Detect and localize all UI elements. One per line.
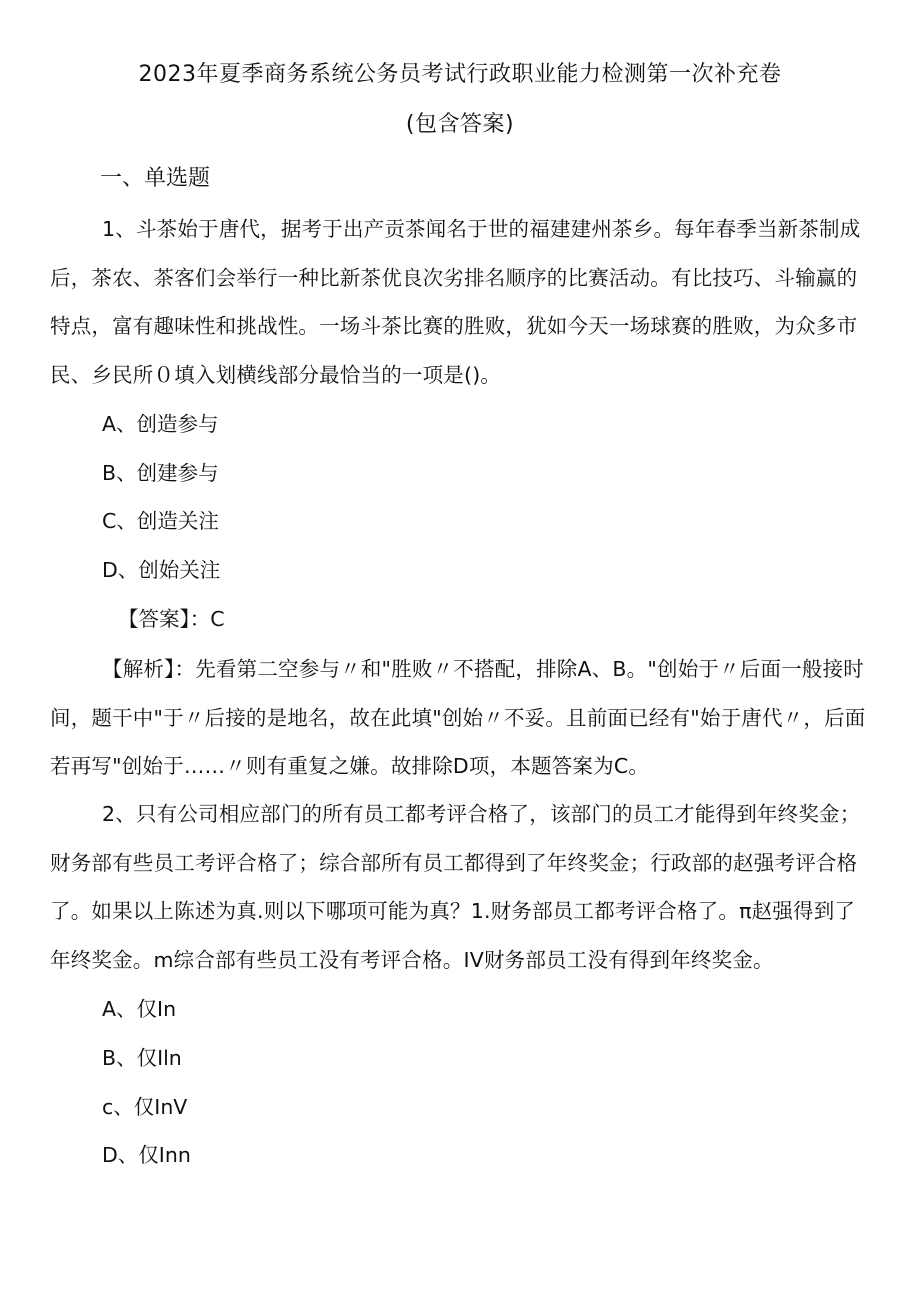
document-subtitle: (包含答案) [405,112,515,137]
document-title: 2023年夏季商务系统公务员考试行政职业能力检测第一次补充卷 [138,62,782,87]
question-1-option-b: B、创建参与 [102,461,219,485]
question-2-option-d: D、仅Inn [102,1143,191,1167]
question-2-option-b: B、仅Iln [102,1046,182,1070]
question-1-option-c: C、创造关注 [102,509,219,533]
section-heading: 一、单选题 [100,166,211,191]
question-1-analysis: 【解析】：先看第二空参与〃和"胜败〃不搭配，排除A、B。"创始于〃后面一般接时间，题干中"于〃后接的是地名，故在此填"创始〃不妥。且前面已经有"始于唐代〃，后面若再写"创始于……〃则有重复之嫌。故排除D项，本题答案为C。 [50,657,866,778]
question-2-option-c: c、仅InV [102,1095,188,1119]
question-1-answer: 【答案】：C [118,607,225,631]
question-2-option-a: A、仅In [102,997,177,1021]
question-1-text: 1、斗茶始于唐代，据考于出产贡茶闻名于世的福建建州茶乡。每年春季当新茶制成后，茶农、茶客们会举行一种比新茶优良次劣排名顺序的比赛活动。有比技巧、斗输赢的特点，富有趣味性和挑战性。一场斗茶比赛的胜败，犹如今天一场球赛的胜败，为众多市民、乡民所０填入划横线部分最恰当的一项是()。 [50,217,861,387]
question-1-option-a: A、创造参与 [102,412,219,436]
question-1-option-d: D、创始关注 [102,558,221,582]
question-2-text: 2、只有公司相应部门的所有员工都考评合格了，该部门的员工才能得到年终奖金；财务部有些员工考评合格了；综合部所有员工都得到了年终奖金；行政部的赵强考评合格了。如果以上陈述为真.则以下哪项可能为真？1.财务部员工都考评合格了。π赵强得到了年终奖金。m综合部有些员工没有考评合格。IV财务部员工没有得到年终奖金。 [50,802,861,972]
